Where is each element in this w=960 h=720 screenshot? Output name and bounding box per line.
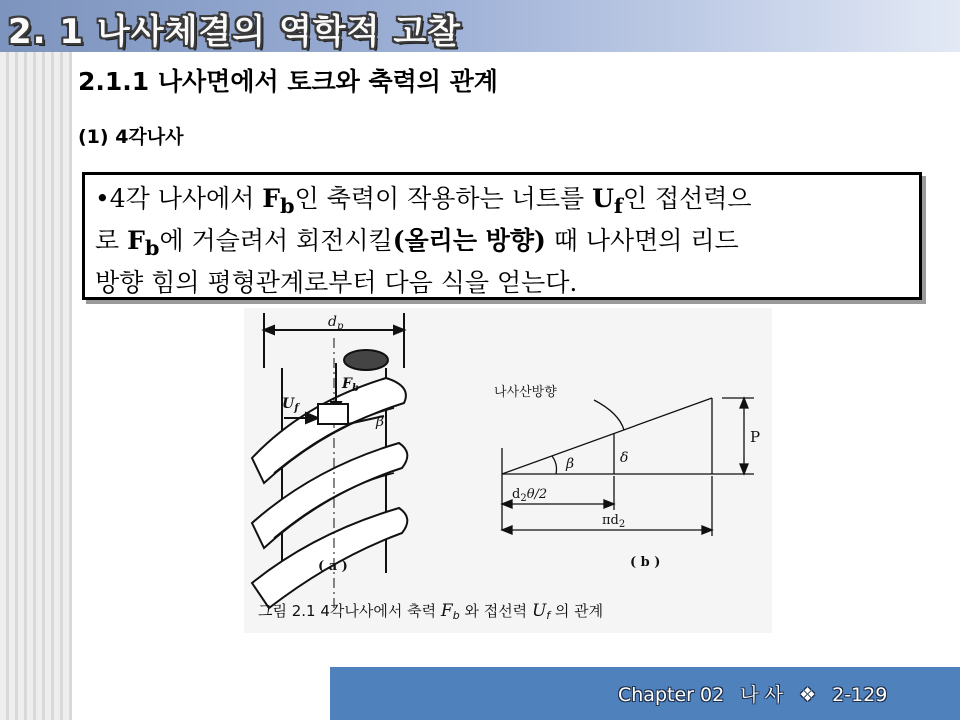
symbol-uf: $U_f$ (592, 184, 623, 218)
label-uf: $U_f$ (282, 396, 299, 414)
label-p: P (750, 428, 761, 446)
explanation-box (82, 172, 922, 300)
label-delta: δ (620, 450, 629, 466)
symbol-fb: $F_b$ (127, 226, 160, 260)
label-pi-d2: $\pi d_2$ (602, 513, 626, 530)
footer (618, 680, 897, 707)
label-b: ( b ) (630, 555, 661, 570)
left-stripe-decoration (0, 0, 72, 720)
footer-chapter: Chapter 02 (618, 684, 725, 706)
label-fb: $F_b$ (342, 376, 359, 394)
text-run: 인 접선력으 (622, 184, 752, 213)
text-run: 때 나사면의 리드 (545, 226, 739, 255)
explanation-line-1 (95, 181, 909, 223)
slide-title: 2. 1 나사체결의 역학적 고찰 (8, 12, 462, 52)
footer-section: 나 사 (740, 684, 783, 706)
lead-triangle-diagram (502, 398, 754, 536)
label-dp: $d_p$ (328, 314, 344, 332)
figure-2-1 (244, 308, 772, 633)
symbol-fb: $F_b$ (262, 184, 295, 218)
section-heading: 2.1.1 나사면에서 토크와 축력의 관계 (78, 67, 498, 96)
item-label: (1) 4각나사 (78, 126, 184, 148)
label-a: ( a ) (318, 559, 348, 574)
diamond-bullet-icon: ❖ (799, 684, 817, 706)
text-run: •4각 나사에서 (95, 184, 263, 213)
label-beta-a: β (376, 414, 385, 430)
direction-note: (올리는 방향) (392, 226, 546, 255)
explanation-line-3 (95, 265, 909, 300)
label-beta-b: β (566, 456, 575, 472)
label-thread-direction: 나사산방향 (494, 385, 557, 400)
text-run: 방향 힘의 평형관계로부터 다음 식을 얻는다. (95, 268, 578, 297)
text-run: 로 (95, 226, 128, 255)
label-d2-theta: $d_2\theta/2$ (512, 487, 548, 504)
figure-caption: 그림 2.1 4각나사에서 축력 $F_b$ 와 접선력 $U_f$ 의 관계 (258, 601, 604, 622)
explanation-line-2 (95, 223, 909, 265)
page-number: 2-129 (832, 684, 888, 706)
text-run: 인 축력이 작용하는 너트를 (294, 184, 593, 213)
text-run: 에 거슬려서 회전시킬 (159, 226, 393, 255)
